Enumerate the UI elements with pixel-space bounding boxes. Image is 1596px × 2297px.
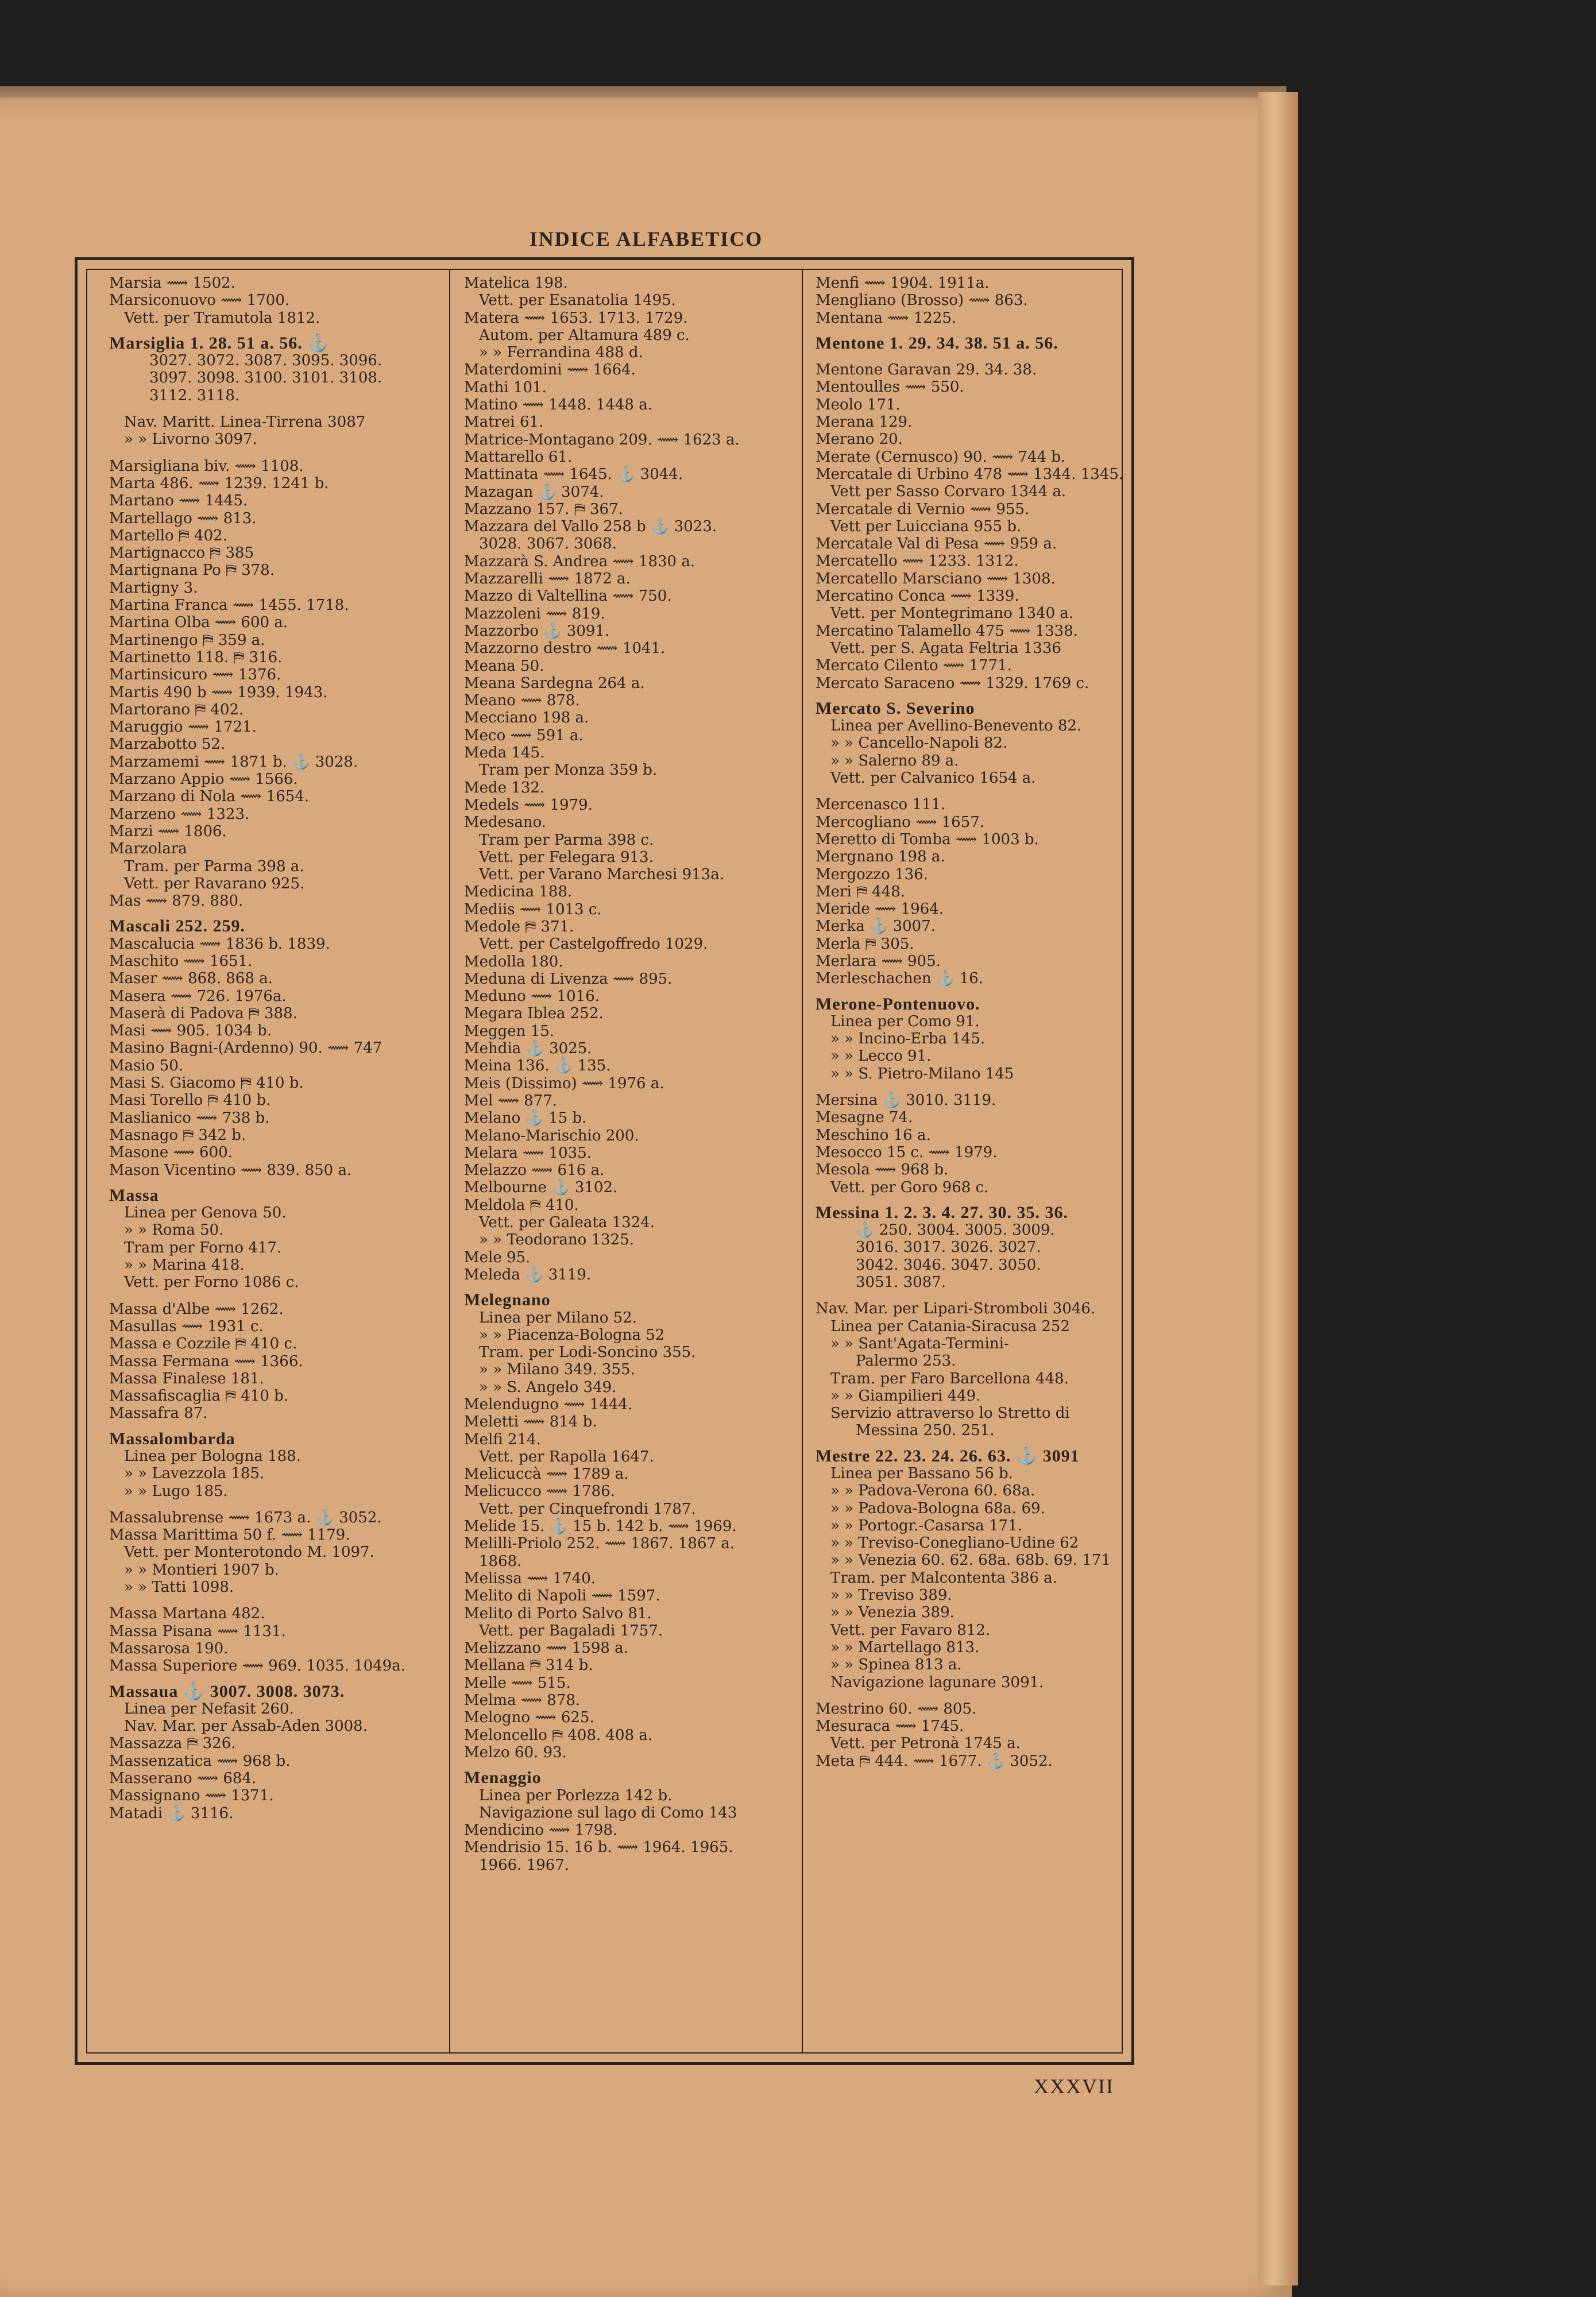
index-entry: Mattinata ⟿ 1645. ⚓ 3044. <box>464 466 683 484</box>
index-entry: Mesola ⟿ 968 b. <box>816 1161 949 1179</box>
index-heading: Massa <box>109 1185 159 1205</box>
index-heading: Mercato S. Severino <box>816 698 975 718</box>
index-entry: Meggen 15. <box>464 1022 555 1040</box>
index-entry: Martinsicuro ⟿ 1376. <box>109 666 281 684</box>
index-entry: 3016. 3017. 3026. 3027. <box>856 1239 1041 1256</box>
index-entry: Massafiscaglia ⛿ 410 b. <box>109 1387 289 1405</box>
index-entry: Mele 95. <box>464 1248 531 1266</box>
index-entry: Vett. per Calvanico 1654 a. <box>830 769 1036 787</box>
index-entry: » » S. Angelo 349. <box>479 1378 617 1396</box>
index-entry: Tram. per Parma 398 a. <box>124 857 304 875</box>
index-entry: Linea per Milano 52. <box>479 1309 637 1327</box>
index-heading: Massalombarda <box>109 1429 235 1448</box>
index-entry: Melendugno ⟿ 1444. <box>464 1396 633 1413</box>
index-entry: Merla ⛿ 305. <box>816 935 914 953</box>
index-entry: Medole ⛿ 371. <box>464 918 574 935</box>
index-entry: Massa Pisana ⟿ 1131. <box>109 1622 286 1640</box>
index-entry: Meta ⛿ 444. ⟿ 1677. ⚓ 3052. <box>816 1752 1053 1770</box>
index-entry: Masio 50. <box>109 1057 184 1074</box>
index-entry: Matera ⟿ 1653. 1713. 1729. <box>464 309 688 327</box>
index-entry: Marzolara <box>109 840 187 858</box>
index-entry: Marsiconuovo ⟿ 1700. <box>109 292 290 310</box>
index-entry: » » Salerno 89 a. <box>830 752 959 769</box>
index-entry: Melilli-Priolo 252. ⟿ 1867. 1867 a. <box>464 1535 735 1553</box>
index-entry: Menfi ⟿ 1904. 1911a. <box>816 274 990 292</box>
index-entry: Nav. Mar. per Assab-Aden 3008. <box>124 1718 368 1735</box>
index-entry: 1966. 1967. <box>479 1856 570 1874</box>
index-entry: Matadi ⚓ 3116. <box>109 1804 234 1822</box>
index-entry: Massenzatica ⟿ 968 b. <box>109 1752 291 1770</box>
index-entry: Meretto di Tomba ⟿ 1003 b. <box>816 830 1039 848</box>
index-entry: Vett per Sasso Corvaro 1344 a. <box>830 483 1066 501</box>
index-entry: Mergnano 198 a. <box>816 848 945 866</box>
index-entry: Tram. per Faro Barcellona 448. <box>830 1370 1069 1387</box>
index-entry: Merleschachen ⚓ 16. <box>816 970 983 988</box>
index-entry: Massignano ⟿ 1371. <box>109 1787 274 1805</box>
index-entry: 3112. 3118. <box>149 386 240 404</box>
index-column-3 <box>816 274 1143 2043</box>
index-entry: Medicina 188. <box>464 883 573 901</box>
index-entry: Medolla 180. <box>464 953 563 970</box>
index-entry: Merano 20. <box>816 431 903 448</box>
index-entry: » » Ferrandina 488 d. <box>479 344 643 362</box>
index-entry: Tram per Parma 398 c. <box>479 831 654 849</box>
index-entry: Meis (Dissimo) ⟿ 1976 a. <box>464 1074 664 1092</box>
index-entry: Masera ⟿ 726. 1976a. <box>109 987 287 1005</box>
index-entry: Meina 136. ⚓ 135. <box>464 1057 611 1075</box>
index-entry: Mazzarà S. Andrea ⟿ 1830 a. <box>464 552 695 570</box>
index-entry: Mendicino ⟿ 1798. <box>464 1822 618 1839</box>
index-entry: Mas ⟿ 879. 880. <box>109 892 244 910</box>
index-entry: Mercatino Conca ⟿ 1339. <box>816 587 1019 605</box>
index-entry: Martis 490 b ⟿ 1939. 1943. <box>109 683 328 701</box>
index-entry: Masnago ⛿ 342 b. <box>109 1126 246 1144</box>
index-entry: Servizio attraverso lo Stretto di <box>830 1405 1070 1422</box>
index-entry: » » Marina 418. <box>124 1256 245 1274</box>
index-entry: Mazagan ⚓ 3074. <box>464 483 604 501</box>
index-entry: Masserano ⟿ 684. <box>109 1770 257 1788</box>
index-entry: » » Padova-Verona 60. 68a. <box>830 1482 1035 1500</box>
index-entry: Melazzo ⟿ 616 a. <box>464 1162 605 1180</box>
index-entry: Mazzarelli ⟿ 1872 a. <box>464 570 631 588</box>
index-entry: Meano ⟿ 878. <box>464 692 580 710</box>
index-entry: Maruggio ⟿ 1721. <box>109 718 257 736</box>
index-entry: Matrice-Montagano 209. ⟿ 1623 a. <box>464 431 740 448</box>
index-entry: Meduna di Livenza ⟿ 895. <box>464 970 673 988</box>
index-entry: Mercatello ⟿ 1233. 1312. <box>816 552 1019 570</box>
index-entry: Meschino 16 a. <box>816 1126 931 1144</box>
index-entry: Nav. Maritt. Linea-Tirrena 3087 <box>124 413 366 431</box>
index-entry: Mattarello 61. <box>464 448 573 466</box>
index-entry: Mesagne 74. <box>816 1109 913 1127</box>
index-entry: Vett. per Esanatolia 1495. <box>479 292 676 310</box>
index-entry: » » Roma 50. <box>124 1221 224 1239</box>
index-entry: Vett. per Rapolla 1647. <box>479 1448 654 1465</box>
index-entry: Marzabotto 52. <box>109 736 226 753</box>
index-entry: » » S. Pietro-Milano 145 <box>830 1065 1014 1082</box>
index-entry: » » Lecco 91. <box>830 1047 932 1065</box>
index-entry: Vett. per Goro 968 c. <box>830 1178 989 1196</box>
index-heading: Mascali 252. 259. <box>109 917 245 936</box>
index-entry: Marzano Appio ⟿ 1566. <box>109 771 298 788</box>
index-entry: Marsia ⟿ 1502. <box>109 274 235 292</box>
index-entry: » » Treviso 389. <box>830 1587 952 1604</box>
index-entry: » » Piacenza-Bologna 52 <box>479 1326 665 1344</box>
index-entry: Vett. per Bagaladi 1757. <box>479 1622 663 1639</box>
index-entry: Mazzo di Valtellina ⟿ 750. <box>464 587 672 605</box>
index-entry: Vett. per Cinquefrondi 1787. <box>479 1500 696 1518</box>
index-entry: Mentone Garavan 29. 34. 38. <box>816 361 1037 379</box>
index-entry: Vett. per Monterotondo M. 1097. <box>124 1544 374 1561</box>
index-entry: Melbourne ⚓ 3102. <box>464 1179 618 1197</box>
index-entry: Melizzano ⟿ 1598 a. <box>464 1639 628 1657</box>
index-entry: Vett. per Petronà 1745 a. <box>830 1735 1021 1753</box>
index-entry: Martignacco ⛿ 385 <box>109 544 254 562</box>
index-entry: Meana Sardegna 264 a. <box>464 674 645 692</box>
index-entry: Mercatello Marsciano ⟿ 1308. <box>816 570 1056 587</box>
index-entry: Mercato Saraceno ⟿ 1329. 1769 c. <box>816 674 1089 692</box>
index-entry: Merate (Cernusco) 90. ⟿ 744 b. <box>816 448 1066 466</box>
index-entry: Maser ⟿ 868. 868 a. <box>109 970 273 988</box>
index-entry: Mehdia ⚓ 3025. <box>464 1040 592 1058</box>
index-entry: Masi Torello ⛿ 410 b. <box>109 1092 271 1109</box>
index-entry: Meletti ⟿ 814 b. <box>464 1413 597 1431</box>
index-entry: Meloncello ⛿ 408. 408 a. <box>464 1726 653 1744</box>
index-entry: Masi S. Giacomo ⛿ 410 b. <box>109 1074 304 1092</box>
index-entry: Linea per Bassano 56 b. <box>830 1465 1013 1482</box>
index-entry: Maslianico ⟿ 738 b. <box>109 1109 270 1127</box>
index-entry: Vett per Luicciana 955 b. <box>830 517 1022 535</box>
index-entry: Vett. per Favaro 812. <box>830 1621 991 1639</box>
index-entry: Vett. per Galeata 1324. <box>479 1214 655 1232</box>
index-entry: Linea per Catania-Siracusa 252 <box>830 1317 1070 1335</box>
index-entry: Melara ⟿ 1035. <box>464 1144 592 1162</box>
index-entry: Navigazione sul lago di Como 143 <box>479 1804 737 1822</box>
page-number: XXXVII <box>1034 2075 1114 2098</box>
index-entry: » » Cancello-Napoli 82. <box>830 734 1008 752</box>
index-entry: » » Giampilieri 449. <box>830 1387 981 1405</box>
index-entry: Mesocco 15 c. ⟿ 1979. <box>816 1143 998 1161</box>
index-entry: Tram per Forno 417. <box>124 1239 282 1256</box>
index-column-2 <box>464 274 791 2043</box>
index-entry: Mersina ⚓ 3010. 3119. <box>816 1092 996 1109</box>
index-entry: Marzeno ⟿ 1323. <box>109 805 250 823</box>
index-entry: Massalubrense ⟿ 1673 a. ⚓ 3052. <box>109 1509 382 1526</box>
index-entry: Mentana ⟿ 1225. <box>816 309 957 327</box>
index-entry: » » Tatti 1098. <box>124 1579 234 1596</box>
index-entry: » » Teodorano 1325. <box>479 1231 635 1249</box>
column-divider <box>802 269 803 2054</box>
index-entry: » » Martellago 813. <box>830 1638 980 1656</box>
index-entry: Mediis ⟿ 1013 c. <box>464 900 602 918</box>
index-entry: Melma ⟿ 878. <box>464 1692 581 1710</box>
index-entry: Martina Olba ⟿ 600 a. <box>109 614 288 632</box>
index-entry: Linea per Nefasit 260. <box>124 1700 294 1718</box>
index-entry: Mason Vicentino ⟿ 839. 850 a. <box>109 1161 352 1179</box>
index-entry: Melano ⚓ 15 b. <box>464 1109 587 1127</box>
index-entry: Vett. per Varano Marchesi 913a. <box>479 866 724 884</box>
index-entry: Merana 129. <box>816 413 913 431</box>
index-entry: Merka ⚓ 3007. <box>816 918 936 935</box>
index-entry: Mercenasco 111. <box>816 796 946 814</box>
index-entry: Massarosa 190. <box>109 1639 229 1657</box>
index-entry: Meldola ⛿ 410. <box>464 1196 579 1214</box>
index-entry: 3042. 3046. 3047. 3050. <box>856 1256 1041 1274</box>
index-entry: Martano ⟿ 1445. <box>109 492 248 510</box>
page-stack-edge <box>1258 92 1298 2286</box>
index-entry: Meco ⟿ 591 a. <box>464 726 583 744</box>
index-entry: Medesano. <box>464 814 547 832</box>
index-entry: Meleda ⚓ 3119. <box>464 1266 592 1283</box>
index-entry: » » Padova-Bologna 68a. 69. <box>830 1499 1045 1517</box>
index-entry: Mendrisio 15. 16 b. ⟿ 1964. 1965. <box>464 1839 733 1857</box>
index-entry: Mercatale di Urbino 478 ⟿ 1344. 1345. <box>816 465 1124 483</box>
index-heading: Mentone 1. 29. 34. 38. 51 a. 56. <box>816 333 1058 353</box>
index-entry: Megara Iblea 252. <box>464 1005 604 1023</box>
index-entry: Massa Martana 482. <box>109 1605 265 1623</box>
index-entry: Tram per Monza 359 b. <box>479 761 658 779</box>
index-entry: Mengliano (Brosso) ⟿ 863. <box>816 292 1028 310</box>
index-entry: Meana 50. <box>464 657 544 675</box>
index-entry: » » Milano 349. 355. <box>479 1361 635 1379</box>
index-entry: Mazzara del Vallo 258 b ⚓ 3023. <box>464 518 717 536</box>
index-entry: » » Montieri 1907 b. <box>124 1561 279 1579</box>
index-entry: 3051. 3087. <box>856 1274 946 1291</box>
index-entry: Matrei 61. <box>464 413 544 431</box>
index-entry: Meda 145. <box>464 744 545 762</box>
index-entry: Massa d'Albe ⟿ 1262. <box>109 1300 284 1318</box>
index-entry: Melano-Marischio 200. <box>464 1127 639 1144</box>
index-entry: ⚓ 250. 3004. 3005. 3009. <box>856 1221 1055 1239</box>
index-entry: Mazzorbo ⚓ 3091. <box>464 622 610 640</box>
index-entry: » » Treviso-Conegliano-Udine 62 <box>830 1534 1079 1552</box>
index-entry: Massa e Cozzile ⛿ 410 c. <box>109 1335 297 1353</box>
index-entry: Mazzano 157. ⛿ 367. <box>464 500 623 518</box>
index-entry: Matelica 198. <box>464 274 568 292</box>
index-heading: Massaua ⚓ 3007. 3008. 3073. <box>109 1681 345 1701</box>
index-entry: Mercatale di Vernio ⟿ 955. <box>816 500 1030 518</box>
index-entry: 3027. 3072. 3087. 3095. 3096. <box>149 352 382 370</box>
index-entry: Martina Franca ⟿ 1455. 1718. <box>109 597 349 614</box>
index-entry: Marzamemi ⟿ 1871 b. ⚓ 3028. <box>109 753 358 771</box>
index-entry: Massazza ⛿ 326. <box>109 1735 236 1753</box>
index-entry: Mercato Cilento ⟿ 1771. <box>816 657 1012 675</box>
index-entry: Massafra 87. <box>109 1405 208 1422</box>
index-entry: Martigny 3. <box>109 579 198 597</box>
index-entry: Vett. per Castelgoffredo 1029. <box>479 935 708 953</box>
index-heading: Merone-Pontenuovo. <box>816 994 980 1014</box>
index-entry: 3028. 3067. 3068. <box>479 535 617 553</box>
index-entry: Marzano di Nola ⟿ 1654. <box>109 788 310 806</box>
index-column-1 <box>109 274 436 2043</box>
index-entry: Mathi 101. <box>464 378 547 396</box>
index-entry: » » Venezia 389. <box>830 1604 954 1622</box>
index-entry: Melide 15. ⚓ 15 b. 142 b. ⟿ 1969. <box>464 1518 737 1536</box>
index-entry: Maschito ⟿ 1651. <box>109 952 253 970</box>
index-entry: Mercogliano ⟿ 1657. <box>816 813 985 831</box>
index-entry: » » Portogr.-Casarsa 171. <box>830 1517 1022 1534</box>
index-entry: Vett. per Forno 1086 c. <box>124 1274 299 1291</box>
index-entry: Massa Finalese 181. <box>109 1370 264 1387</box>
index-entry: Marta 486. ⟿ 1239. 1241 b. <box>109 474 329 492</box>
index-entry: Martignana Po ⛿ 378. <box>109 562 275 579</box>
index-entry: Messina 250. 251. <box>856 1422 995 1440</box>
index-entry: Melissa ⟿ 1740. <box>464 1569 596 1587</box>
index-entry: » » Incino-Erba 145. <box>830 1030 986 1048</box>
index-entry: Materdomini ⟿ 1664. <box>464 361 636 379</box>
index-entry: Palermo 253. <box>856 1352 956 1370</box>
index-entry: Autom. per Altamura 489 c. <box>479 326 690 344</box>
index-entry: Masi ⟿ 905. 1034 b. <box>109 1022 272 1040</box>
index-entry: 3097. 3098. 3100. 3101. 3108. <box>149 369 382 387</box>
index-entry: Mellana ⛿ 314 b. <box>464 1657 593 1675</box>
index-entry: Vett. per S. Agata Feltria 1336 <box>830 639 1061 657</box>
index-entry: Marsigliana biv. ⟿ 1108. <box>109 457 304 475</box>
index-entry: Mede 132. <box>464 779 545 796</box>
index-entry: Linea per Avellino-Benevento 82. <box>830 717 1082 735</box>
index-heading: Marsiglia 1. 28. 51 a. 56. ⚓ <box>109 333 330 353</box>
index-entry: Merlara ⟿ 905. <box>816 952 941 970</box>
index-entry: Massa Marittima 50 f. ⟿ 1179. <box>109 1526 350 1544</box>
index-entry: Melfi 214. <box>464 1430 541 1448</box>
index-entry: Maserà di Padova ⛿ 388. <box>109 1004 297 1022</box>
index-entry: Matino ⟿ 1448. 1448 a. <box>464 396 652 414</box>
index-entry: » » Venezia 60. 62. 68a. 68b. 69. 171 <box>830 1552 1111 1569</box>
index-entry: Mestrino 60. ⟿ 805. <box>816 1700 977 1718</box>
index-entry: Linea per Bologna 188. <box>124 1448 301 1465</box>
index-entry: Mascalucia ⟿ 1836 b. 1839. <box>109 935 330 953</box>
index-entry: Tram. per Lodi-Soncino 355. <box>479 1344 696 1362</box>
index-entry: Massa Superiore ⟿ 969. 1035. 1049a. <box>109 1657 405 1675</box>
index-entry: Masino Bagni-(Ardenno) 90. ⟿ 747 <box>109 1039 382 1057</box>
index-entry: Vett. per Tramutola 1812. <box>124 309 320 327</box>
index-entry: Vett. per Felegara 913. <box>479 848 654 866</box>
index-entry: Linea per Genova 50. <box>124 1204 287 1222</box>
index-entry: » » Lugo 185. <box>124 1482 228 1500</box>
index-entry: Masullas ⟿ 1931 c. <box>109 1317 264 1335</box>
index-entry: Melogno ⟿ 625. <box>464 1709 594 1727</box>
index-entry: 1868. <box>479 1552 522 1570</box>
index-entry: Mecciano 198 a. <box>464 709 589 727</box>
index-entry: Tram. per Malcontenta 386 a. <box>830 1569 1058 1587</box>
index-heading: Messina 1. 2. 3. 4. 27. 30. 35. 36. <box>816 1202 1068 1222</box>
index-entry: Melito di Porto Salvo 81. <box>464 1604 652 1622</box>
index-entry: » » Sant'Agata-Termini- <box>830 1335 1009 1352</box>
index-entry: Martellago ⟿ 813. <box>109 509 257 527</box>
index-entry: Vett. per Ravarano 925. <box>124 875 305 892</box>
index-heading: Melegnano <box>464 1290 551 1310</box>
index-entry: Martello ⛿ 402. <box>109 527 227 544</box>
index-entry: Medels ⟿ 1979. <box>464 796 593 814</box>
index-entry: Melicucco ⟿ 1786. <box>464 1483 615 1501</box>
index-heading: Menaggio <box>464 1768 542 1788</box>
index-entry: Melito di Napoli ⟿ 1597. <box>464 1587 660 1605</box>
index-entry: Nav. Mar. per Lipari-Stromboli 3046. <box>816 1300 1096 1318</box>
index-entry: Meride ⟿ 1964. <box>816 900 944 918</box>
index-entry: Marzi ⟿ 1806. <box>109 822 227 840</box>
index-entry: » » Livorno 3097. <box>124 431 257 448</box>
index-entry: Mercatino Talamello 475 ⟿ 1338. <box>816 622 1079 640</box>
index-heading: Mestre 22. 23. 24. 26. 63. ⚓ 3091 <box>816 1446 1080 1465</box>
index-entry: Linea per Como 91. <box>830 1012 980 1030</box>
index-entry: Masone ⟿ 600. <box>109 1144 233 1162</box>
index-entry: Martinengo ⛿ 359 a. <box>109 631 265 649</box>
index-entry: » » Lavezzola 185. <box>124 1465 265 1483</box>
index-entry: » » Spinea 813 a. <box>830 1656 962 1674</box>
page-header: INDICE ALFABETICO <box>529 227 763 250</box>
index-entry: Vett. per Montegrimano 1340 a. <box>830 605 1074 622</box>
index-entry: Mazzoleni ⟿ 819. <box>464 605 605 622</box>
index-entry: Melzo 60. 93. <box>464 1743 567 1761</box>
index-entry: Meolo 171. <box>816 396 901 413</box>
index-entry: Melicuccà ⟿ 1789 a. <box>464 1465 629 1483</box>
index-entry: Meri ⛿ 448. <box>816 883 906 900</box>
index-entry: Meduno ⟿ 1016. <box>464 988 600 1006</box>
index-entry: Mesuraca ⟿ 1745. <box>816 1718 964 1735</box>
index-entry: Melle ⟿ 515. <box>464 1674 571 1692</box>
index-entry: Massa Fermana ⟿ 1366. <box>109 1352 303 1370</box>
index-entry: Martinetto 118. ⛿ 316. <box>109 648 283 666</box>
index-entry: Mazzorno destro ⟿ 1041. <box>464 640 666 658</box>
index-entry: Navigazione lagunare 3091. <box>830 1673 1044 1691</box>
index-entry: Linea per Porlezza 142 b. <box>479 1786 673 1804</box>
index-entry: Martorano ⛿ 402. <box>109 701 244 718</box>
index-entry: Mergozzo 136. <box>816 865 928 883</box>
column-divider <box>449 269 450 2054</box>
index-entry: Mercatale Val di Pesa ⟿ 959 a. <box>816 535 1057 553</box>
index-entry: Mentoulles ⟿ 550. <box>816 378 964 396</box>
index-entry: Mel ⟿ 877. <box>464 1092 558 1109</box>
